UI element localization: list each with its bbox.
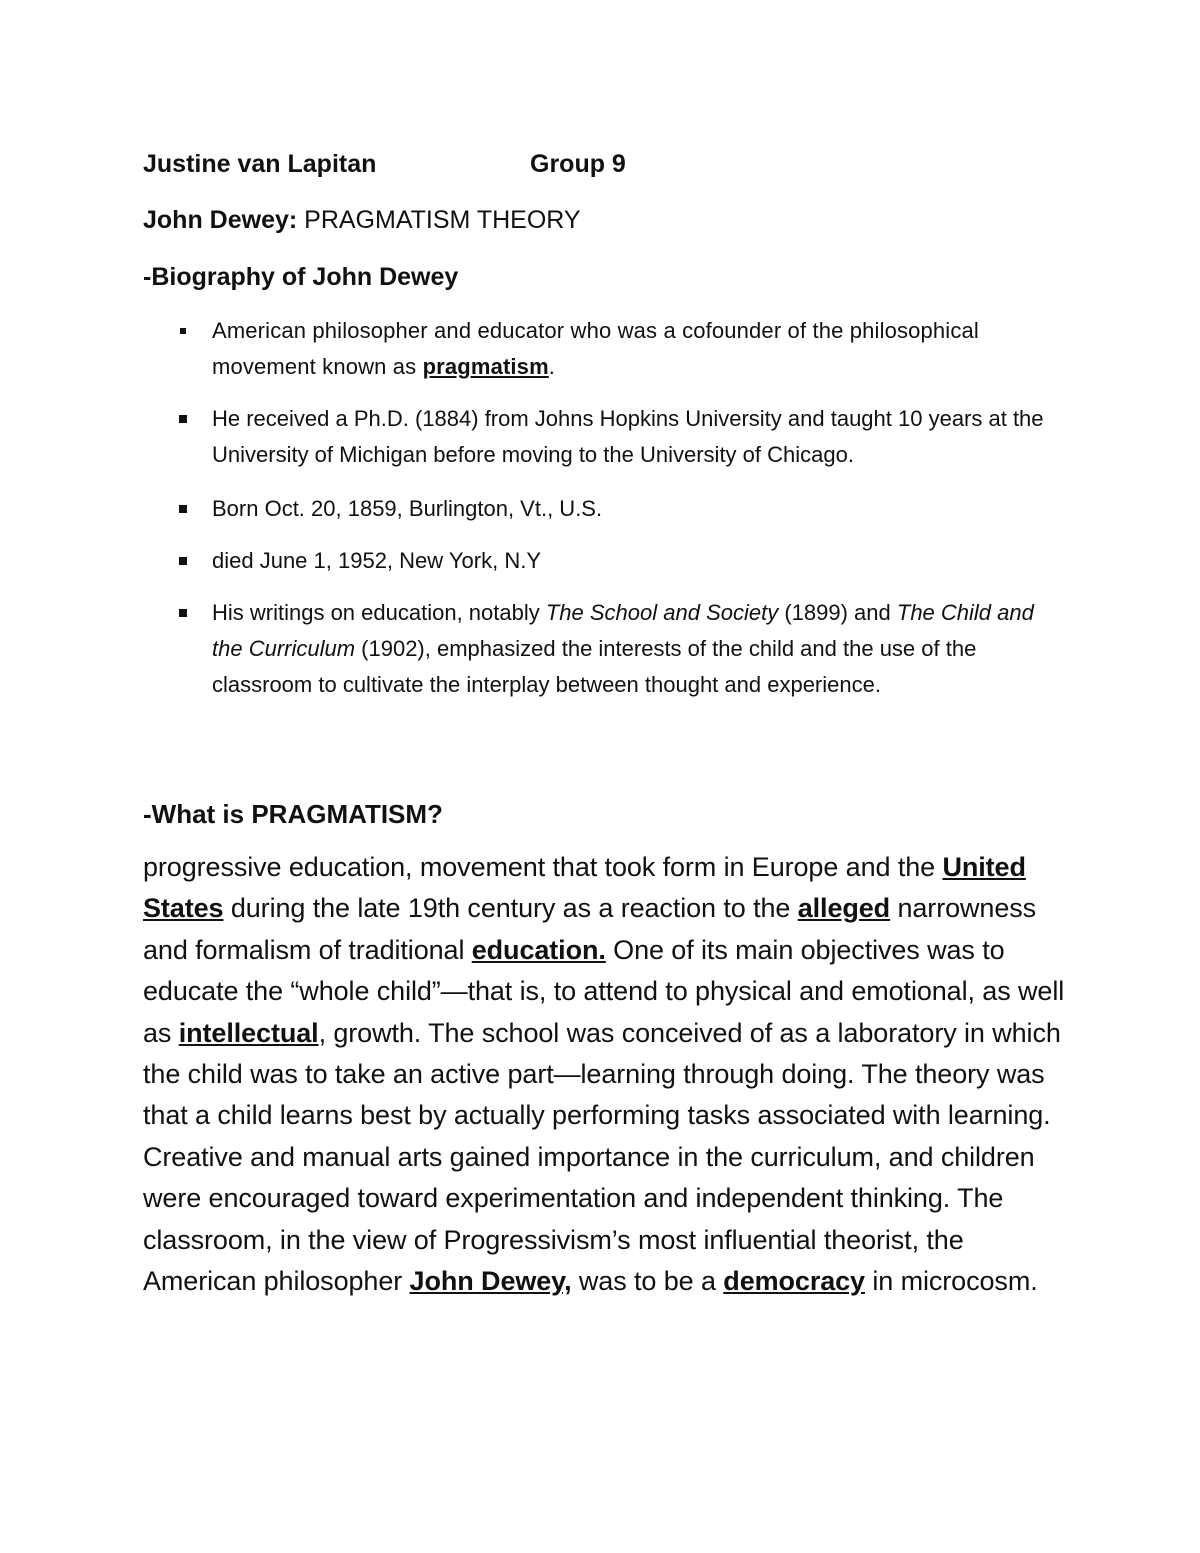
bullet-text: died June 1, 1952, New York, N.Y bbox=[212, 548, 541, 573]
title-theory: PRAGMATISM THEORY bbox=[304, 206, 581, 234]
bullet-text: (1902), emphasized the interests of the child and the use of the classroom to cultivate the interplay between thought and experience. bbox=[212, 636, 977, 697]
alleged-link[interactable]: alleged bbox=[797, 893, 891, 924]
intellectual-link[interactable]: intellectual bbox=[178, 1017, 319, 1048]
list-item bbox=[143, 595, 1063, 703]
paragraph-text: One of its main objectives was to educate the “whole child”—that is, to attend to physical and emotional, as well as bbox=[143, 934, 1065, 1048]
pragmatism-paragraph bbox=[143, 847, 1073, 1302]
book-title: The School and Society bbox=[545, 600, 779, 625]
pragmatism-link[interactable]: pragmatism bbox=[422, 354, 549, 379]
book-title: The Child and the Curriculum bbox=[212, 600, 1034, 661]
square-bullet-icon bbox=[179, 415, 187, 423]
paragraph-text: in microcosm. bbox=[864, 1266, 1038, 1297]
democracy-link[interactable]: democracy bbox=[723, 1266, 865, 1297]
paragraph-text: , growth. The school was conceived of as a laboratory in which the child was to take an active part—learning through doing. The theory was that a child learns best by actually performing tasks associated with learning. Creative and manual arts gained importance in the curriculum, and children were encouraged toward experimentation and independent thinking. The classroom, in the view of Progressivism’s most influential theorist, the American philosopher bbox=[143, 1017, 1061, 1297]
list-item bbox=[143, 491, 1063, 527]
document-header bbox=[143, 146, 843, 182]
education-link[interactable]: education. bbox=[471, 934, 606, 965]
group-label: Group 9 bbox=[530, 150, 626, 178]
bullet-text-end: . bbox=[548, 354, 556, 379]
bullet-text: His writings on education, notably bbox=[212, 600, 546, 625]
biography-heading: -Biography of John Dewey bbox=[143, 263, 459, 291]
bullet-text: He received a Ph.D. (1884) from Johns Hopkins University and taught 10 years at the University of Michigan before moving to the University of Chicago. bbox=[212, 406, 1044, 467]
list-item bbox=[143, 401, 1063, 473]
title-subject: John Dewey: bbox=[143, 206, 298, 234]
document-title bbox=[143, 202, 581, 238]
square-bullet-icon bbox=[179, 505, 187, 513]
biography-list bbox=[143, 313, 1063, 719]
john-dewey-link[interactable]: John Dewey, bbox=[409, 1266, 572, 1297]
paragraph-text: progressive education, movement that took form in Europe and the bbox=[143, 852, 943, 882]
list-item bbox=[143, 313, 1063, 385]
square-bullet-icon bbox=[179, 609, 187, 617]
paragraph-text: during the late 19th century as a reaction to the bbox=[223, 893, 798, 924]
pragmatism-heading: -What is PRAGMATISM? bbox=[143, 799, 443, 829]
paragraph-text: was to be a bbox=[571, 1266, 724, 1297]
bullet-text: Born Oct. 20, 1859, Burlington, Vt., U.S. bbox=[212, 496, 603, 521]
bullet-text: (1899) and bbox=[778, 600, 897, 625]
square-bullet-icon bbox=[180, 328, 186, 334]
bullet-text: American philosopher and educator who was a cofounder of the philosophical movement known as bbox=[212, 318, 979, 379]
square-bullet-icon bbox=[179, 557, 187, 565]
list-item bbox=[143, 543, 1063, 579]
author-name: Justine van Lapitan bbox=[143, 150, 377, 178]
united-states-link[interactable]: United States bbox=[143, 852, 1026, 924]
paragraph-text: narrowness and formalism of traditional bbox=[143, 893, 1037, 965]
